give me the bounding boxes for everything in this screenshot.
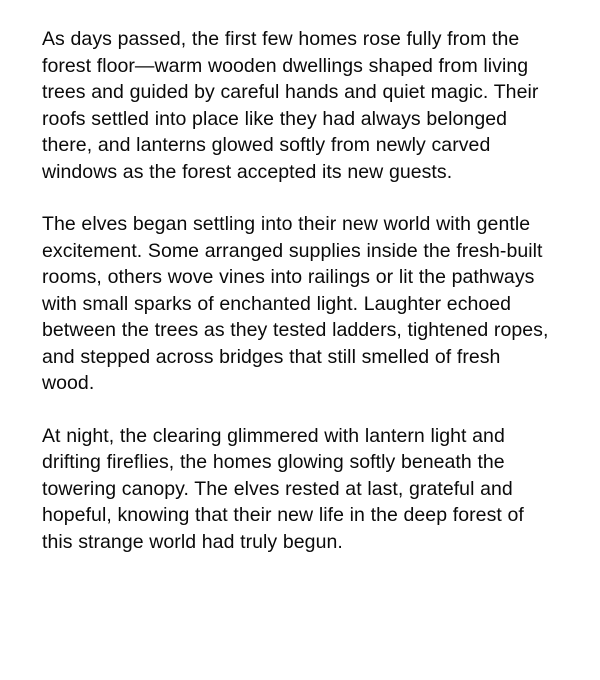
paragraph-3: At night, the clearing glimmered with lantern light and drifting fireflies, the homes glowing softly beneath the towering canopy. The elves rested at last, grateful and hopeful, knowing that their new life in the deep forest of this strange world had truly begun. (42, 424, 524, 553)
paragraph-1: As days passed, the first few homes rose fully from the forest floor—warm wooden dwellings shaped from living trees and guided by careful hands and quiet magic. Their roofs settled into place like they had always belonged there, and lanterns glowed softly from newly carved windows as the forest accepted its new guests. (42, 28, 539, 183)
paragraph-2: The elves began settling into their new world with gentle excitement. Some arranged supplies inside the fresh-built rooms, others wove vines into railings or lit the pathways with small sparks of enchanted light. Laughter echoed between the trees as they tested ladders, tightened ropes, and stepped across bridges that still smelled of fresh wood. (42, 213, 549, 394)
